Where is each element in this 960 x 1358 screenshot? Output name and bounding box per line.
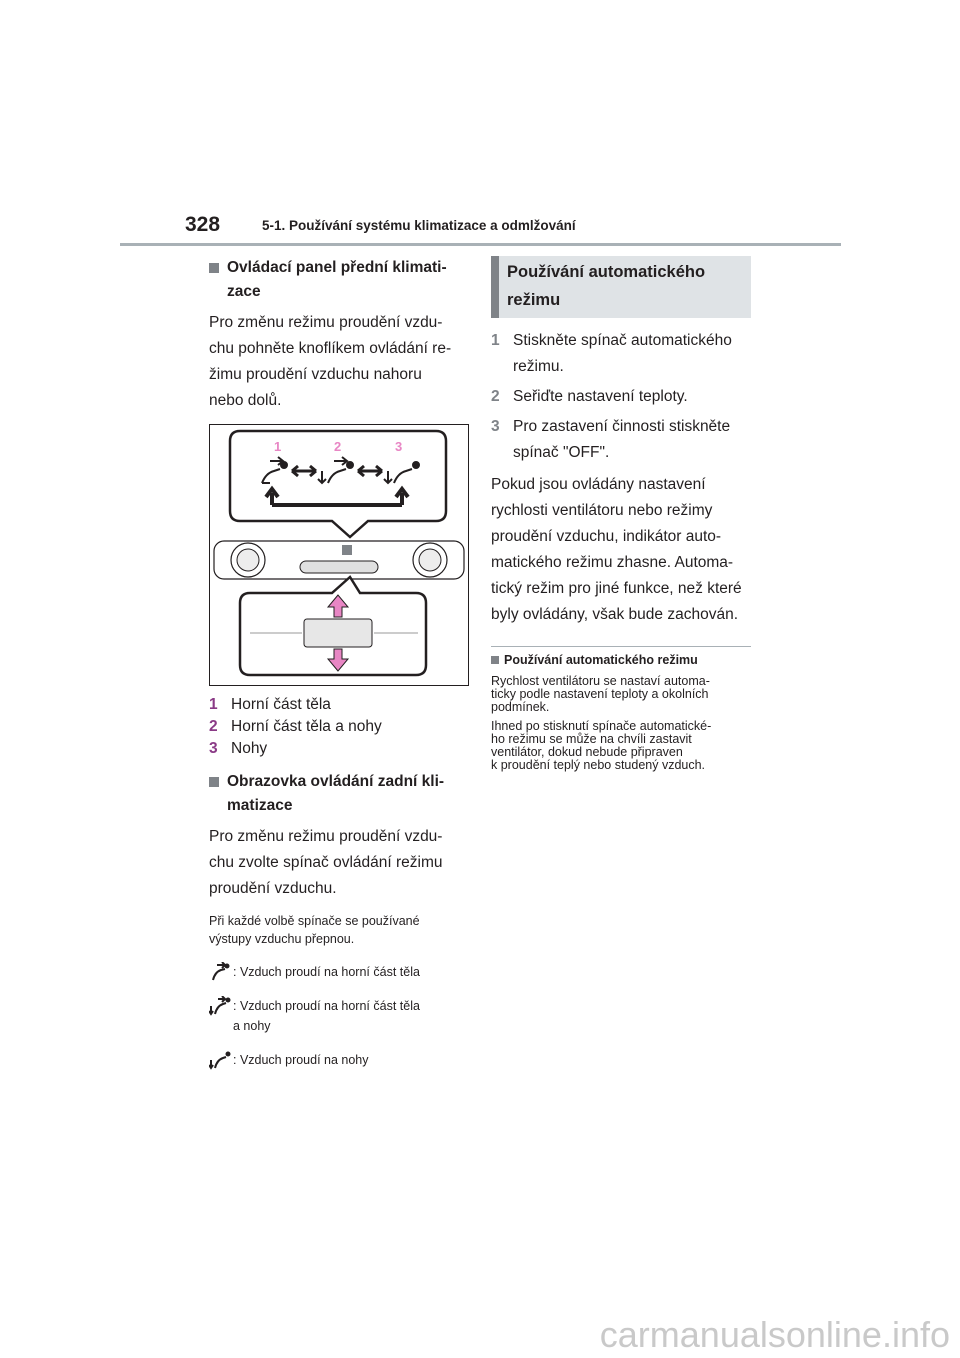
- note-text: Rychlost ventilátoru se nastaví automa- ticky podle nastavení teploty a okolních podmínek.: [491, 674, 710, 714]
- step-text: Pro zastavení činnosti stiskněte spínač "OFF".: [513, 418, 731, 461]
- step-number: 2: [491, 388, 500, 405]
- sub-section: [491, 646, 751, 772]
- icon-line: [209, 1050, 471, 1070]
- step-item: [491, 414, 751, 466]
- section-heading-front-panel: [209, 256, 471, 304]
- square-bullet-icon: [491, 656, 499, 664]
- icon-line: [209, 996, 471, 1036]
- sub-heading-text: Používání automatického režimu: [504, 653, 698, 667]
- icon-line-text: : Vzduch proudí na horní část těla: [233, 965, 420, 979]
- steps-list: [491, 328, 751, 466]
- header-rule: [120, 243, 841, 246]
- auto-mode-paragraph: Pokud jsou ovládány nastavení rychlosti ventilátoru nebo režimy proudění vzduchu, indikátor auto- matického režimu zhasne. Automa- tický režim pro jiné funkce, než které byly ovládány, však bude zachován.: [491, 476, 742, 623]
- section-heading-rear-screen: [209, 770, 471, 818]
- front-panel-illustration: [210, 425, 468, 685]
- mode-label-2: 2: [334, 439, 342, 454]
- switch-note: Při každé volbě spínače se používané výstupy vzduchu přepnou.: [209, 914, 420, 946]
- left-column: [209, 256, 471, 1070]
- chapter-title: 5-1. Používání systému klimatizace a odmlžování: [262, 218, 576, 233]
- section-banner: Používání automatického režimu: [491, 256, 751, 318]
- section-heading-text: Ovládací panel přední klimati- zace: [227, 259, 447, 300]
- mode-control-switch: [300, 561, 378, 573]
- icon-line-text: : Vzduch proudí na horní část těla a nohy: [233, 999, 420, 1033]
- section-body: Pro změnu režimu proudění vzdu- chu pohněte knoflíkem ovládání re- žimu proudění vzduchu nahoru nebo dolů.: [209, 314, 452, 409]
- mode-label-3: 3: [395, 439, 403, 454]
- legend-item: [209, 716, 471, 738]
- square-bullet-icon: [209, 777, 219, 787]
- airflow-feet-icon: [209, 1050, 231, 1070]
- legend-text: Horní část těla: [231, 696, 331, 713]
- legend-text: Horní část těla a nohy: [231, 718, 382, 735]
- step-number: 1: [491, 332, 500, 349]
- icon-line: [209, 962, 471, 982]
- legend-item: [209, 738, 471, 760]
- step-text: Stiskněte spínač automatického režimu.: [513, 332, 732, 375]
- sub-heading: [491, 651, 751, 669]
- section-body: Pro změnu režimu proudění vzdu- chu zvolte spínač ovládání režimu proudění vzduchu.: [209, 828, 443, 897]
- note-text: Ihned po stisknutí spínače automatické- ho režimu se může na chvíli zastavit ventilátor, dokud nebude připraven k proudění teplý nebo studený vzduch.: [491, 719, 712, 772]
- right-column: [491, 256, 751, 772]
- legend-item: [209, 694, 471, 716]
- legend-number: 1: [209, 696, 218, 713]
- watermark: carmanualsonline.info: [599, 1314, 950, 1355]
- page-number: 328: [185, 213, 221, 236]
- right-knob-inner: [419, 549, 441, 571]
- icon-line-text: : Vzduch proudí na nohy: [233, 1053, 369, 1067]
- airflow-upper-body-feet-icon: [209, 996, 231, 1016]
- step-text: Seřiďte nastavení teploty.: [513, 388, 688, 405]
- mode-label-1: 1: [274, 439, 282, 454]
- mode-knob-detail: [304, 619, 372, 647]
- step-item: [491, 384, 751, 410]
- front-panel-figure: [209, 424, 469, 686]
- legend-number: 3: [209, 740, 218, 757]
- left-knob-inner: [237, 549, 259, 571]
- legend-text: Nohy: [231, 740, 268, 757]
- legend-number: 2: [209, 718, 218, 735]
- figure-legend: [209, 694, 471, 760]
- square-bullet-icon: [209, 263, 219, 273]
- step-number: 3: [491, 418, 500, 435]
- step-item: [491, 328, 751, 380]
- section-heading-text: Obrazovka ovládání zadní kli- matizace: [227, 773, 445, 814]
- airflow-upper-body-icon: [209, 962, 231, 982]
- mode-indicator-square: [342, 545, 352, 555]
